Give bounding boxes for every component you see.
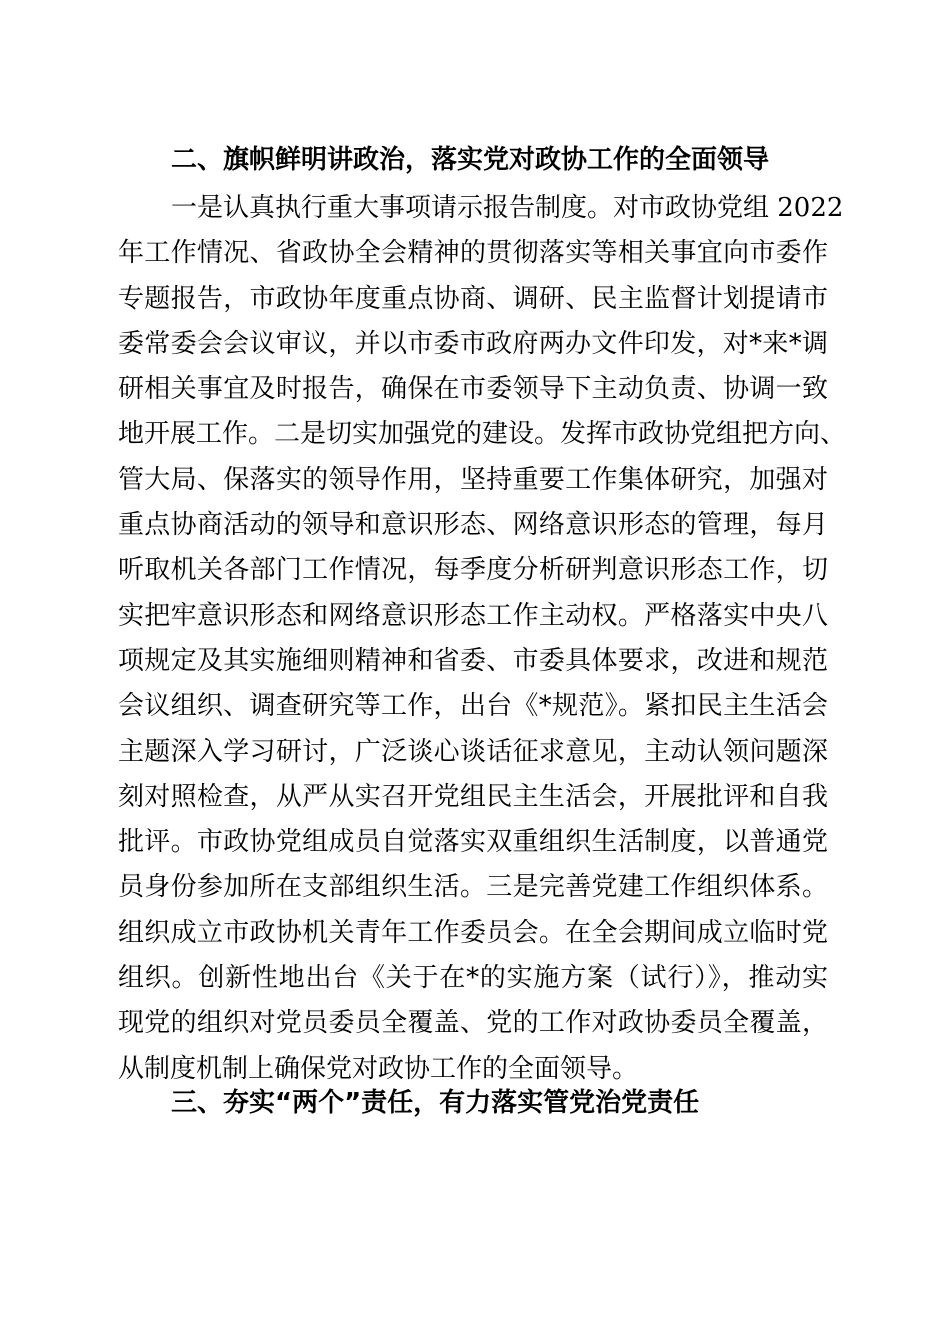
paragraph-line: 现党的组织对党员委员全覆盖、党的工作对政协委员全覆盖，: [118, 1008, 828, 1039]
paragraph-line: 项规定及其实施细则精神和省委、市委具体要求，改进和规范: [118, 645, 828, 676]
paragraph-line: 组织成立市政协机关青年工作委员会。在全会期间成立临时党: [118, 917, 828, 948]
paragraph-line: 实把牢意识形态和网络意识形态工作主动权。严格落实中央八: [118, 600, 828, 631]
paragraph-line: 听取机关各部门工作情况，每季度分析研判意识形态工作，切: [118, 555, 828, 586]
paragraph-line: 批评。市政协党组成员自觉落实双重组织生活制度，以普通党: [118, 827, 828, 858]
paragraph-line: 研相关事宜及时报告，确保在市委领导下主动负责、协调一致: [118, 374, 828, 405]
paragraph-line: 从制度机制上确保党对政协工作的全面领导。: [118, 1053, 639, 1084]
paragraph-line: 委常委会会议审议，并以市委市政府两办文件印发，对*来*调: [118, 328, 828, 359]
paragraph-line: 专题报告，市政协年度重点协商、调研、民主监督计划提请市: [118, 283, 828, 314]
paragraph-line: 一是认真执行重大事项请示报告制度。对市政协党组 2022: [171, 193, 844, 223]
section-heading-2: 二、旗帜鲜明讲政治，落实党对政协工作的全面领导: [171, 145, 770, 175]
section-heading-3: 三、夯实“两个”责任，有力落实管党治党责任: [171, 1088, 700, 1118]
paragraph-line: 年工作情况、省政协全会精神的贯彻落实等相关事宜向市委作: [118, 238, 828, 269]
paragraph-line: 会议组织、调查研究等工作，出台《*规范》。紧扣民主生活会: [118, 691, 828, 722]
paragraph-line: 地开展工作。二是切实加强党的建设。发挥市政协党组把方向、: [118, 419, 847, 450]
paragraph-line: 员身份参加所在支部组织生活。三是完善党建工作组织体系。: [118, 872, 828, 903]
paragraph-line: 刻对照检查，从严从实召开党组民主生活会，开展批评和自我: [118, 781, 828, 812]
paragraph-line: 管大局、保落实的领导作用，坚持重要工作集体研究，加强对: [118, 464, 828, 495]
paragraph-line: 主题深入学习研讨，广泛谈心谈话征求意见，主动认领问题深: [118, 736, 828, 767]
paragraph-line: 组织。创新性地出台《关于在*的实施方案（试行）》，推动实: [118, 963, 828, 994]
paragraph-line: 重点协商活动的领导和意识形态、网络意识形态的管理，每月: [118, 510, 828, 541]
section-body-paragraph: [118, 186, 847, 1092]
